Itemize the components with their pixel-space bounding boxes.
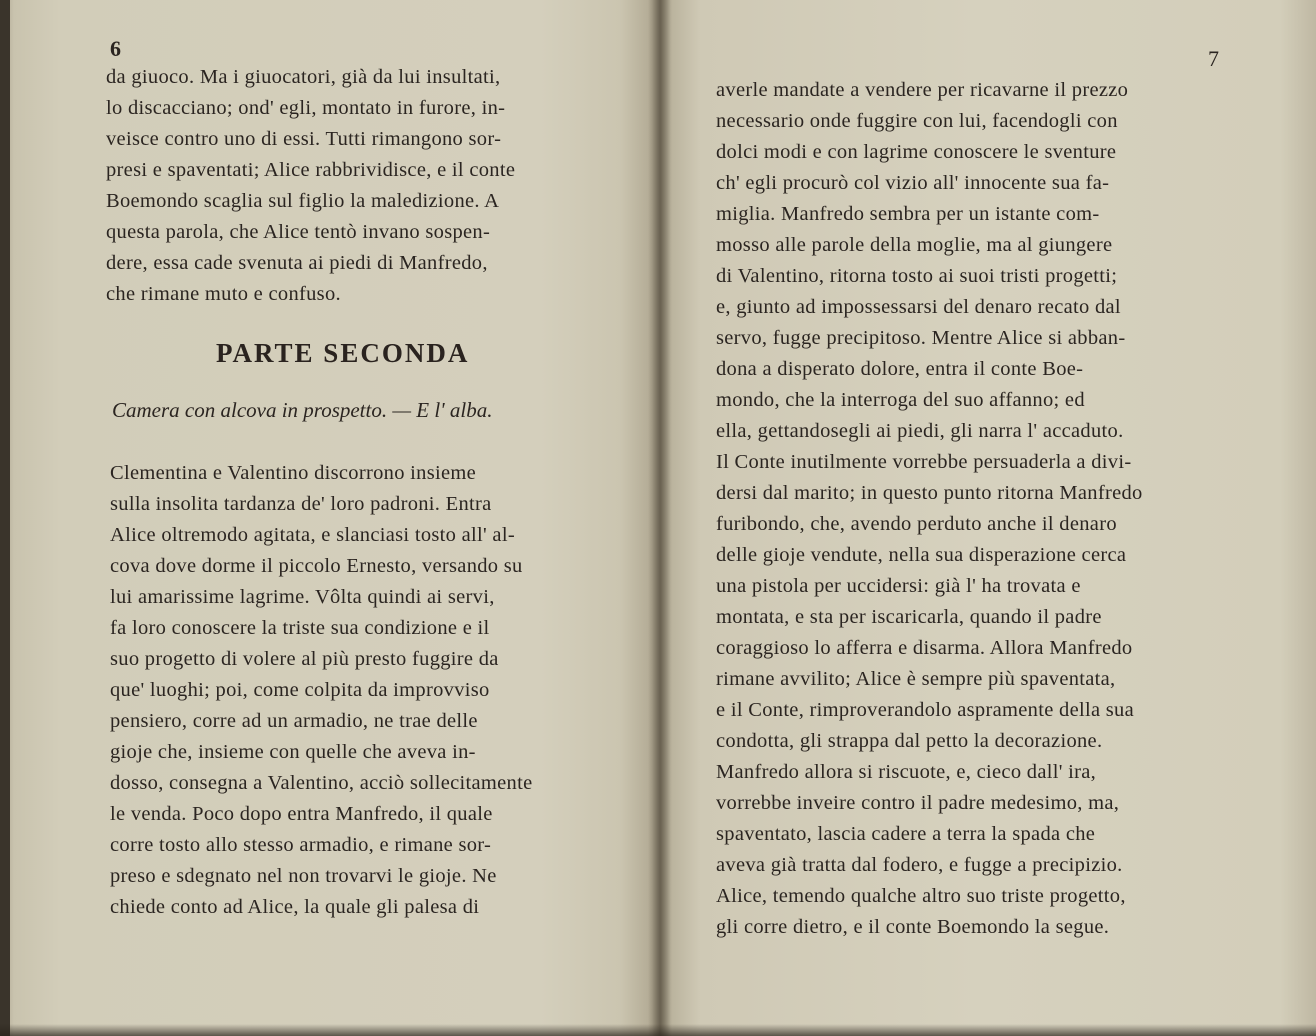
text-line: corre tosto allo stesso armadio, e rimane sor- xyxy=(110,834,492,856)
text-line: necessario onde fuggire con lui, facendogli con xyxy=(716,110,1118,132)
text-line: lui amarissime lagrime. Vôlta quindi ai servi, xyxy=(110,586,495,608)
page-number-right: 7 xyxy=(1208,46,1219,71)
text-line: suo progetto di volere al più presto fuggire da xyxy=(110,648,499,670)
text-line: dersi dal marito; in questo punto ritorna Manfredo xyxy=(716,482,1143,504)
text-line: aveva già tratta dal fodero, e fugge a precipizio. xyxy=(716,854,1123,876)
text-line: dona a disperato dolore, entra il conte Boe- xyxy=(716,358,1084,380)
text-line: e il Conte, rimproverandolo aspramente della sua xyxy=(716,699,1135,721)
text-line: Alice, temendo qualche altro suo triste progetto, xyxy=(716,885,1126,907)
text-line: cova dove dorme il piccolo Ernesto, versando su xyxy=(110,555,523,577)
text-line: miglia. Manfredo sembra per un istante com- xyxy=(716,203,1100,225)
text-line: gioje che, insieme con quelle che aveva in- xyxy=(110,741,476,763)
text-line: preso e sdegnato nel non trovarvi le gioje. Ne xyxy=(110,865,497,887)
text-line: una pistola per uccidersi: già l' ha trovata e xyxy=(716,575,1081,597)
right-page xyxy=(660,0,1316,1036)
text-line: Clementina e Valentino discorrono insieme xyxy=(110,462,477,484)
text-line: pensiero, corre ad un armadio, ne trae delle xyxy=(110,710,478,732)
text-line: lo discacciano; ond' egli, montato in furore, in- xyxy=(106,97,506,119)
text-line: e, giunto ad impossessarsi del denaro recato dal xyxy=(716,296,1121,318)
text-line: chiede conto ad Alice, la quale gli palesa di xyxy=(110,896,480,918)
text-line: montata, e sta per iscaricarla, quando il padre xyxy=(716,606,1102,628)
text-line: le venda. Poco dopo entra Manfredo, il quale xyxy=(110,803,493,825)
text-line: veisce contro uno di essi. Tutti rimangono sor- xyxy=(106,128,502,150)
left-page-text-bottom xyxy=(110,458,610,923)
text-line: che rimane muto e confuso. xyxy=(106,283,341,305)
text-line: Alice oltremodo agitata, e slanciasi tosto all' al- xyxy=(110,524,515,546)
text-line: Il Conte inutilmente vorrebbe persuaderla a divi- xyxy=(716,451,1132,473)
page-number-left: 6 xyxy=(110,36,121,61)
text-line: presi e spaventati; Alice rabbrividisce, e il conte xyxy=(106,159,516,181)
text-line: ella, gettandosegli ai piedi, gli narra l' accaduto. xyxy=(716,420,1124,442)
text-line: mondo, che la interroga del suo affanno; ed xyxy=(716,389,1085,411)
text-line: servo, fugge precipitoso. Mentre Alice si abban- xyxy=(716,327,1126,349)
text-line: mosso alle parole della moglie, ma al giungere xyxy=(716,234,1113,256)
section-heading: PARTE SECONDA xyxy=(216,338,470,368)
scene-description: Camera con alcova in prospetto. — E l' alba. xyxy=(112,398,493,422)
text-line: spaventato, lascia cadere a terra la spada che xyxy=(716,823,1096,845)
text-line: questa parola, che Alice tentò invano sospen- xyxy=(106,221,491,243)
text-line: dosso, consegna a Valentino, acciò sollecitamente xyxy=(110,772,533,794)
text-line: ch' egli procurò col vizio all' innocente sua fa- xyxy=(716,172,1110,194)
text-line: dere, essa cade svenuta ai piedi di Manfredo, xyxy=(106,252,488,274)
text-line: sulla insolita tardanza de' loro padroni. Entra xyxy=(110,493,492,515)
text-line: averle mandate a vendere per ricavarne il prezzo xyxy=(716,79,1129,101)
text-line: rimane avvilito; Alice è sempre più spaventata, xyxy=(716,668,1116,690)
text-line: condotta, gli strappa dal petto la decorazione. xyxy=(716,730,1103,752)
text-line: furibondo, che, avendo perduto anche il denaro xyxy=(716,513,1117,535)
book-binding-edge xyxy=(0,0,10,1036)
text-line: dolci modi e con lagrime conoscere le sventure xyxy=(716,141,1117,163)
text-line: Boemondo scaglia sul figlio la maledizione. A xyxy=(106,190,500,212)
text-line: gli corre dietro, e il conte Boemondo la segue. xyxy=(716,916,1110,938)
text-line: que' luoghi; poi, come colpita da improvviso xyxy=(110,679,490,701)
text-line: fa loro conoscere la triste sua condizione e il xyxy=(110,617,490,639)
text-line: da giuoco. Ma i giuocatori, già da lui insultati, xyxy=(106,66,501,88)
text-line: vorrebbe inveire contro il padre medesimo, ma, xyxy=(716,792,1120,814)
page-bottom-edge xyxy=(0,1024,1316,1036)
text-line: coraggioso lo afferra e disarma. Allora Manfredo xyxy=(716,637,1133,659)
right-page-text xyxy=(716,75,1216,943)
text-line: di Valentino, ritorna tosto ai suoi tristi progetti; xyxy=(716,265,1118,287)
text-line: Manfredo allora si riscuote, e, cieco dall' ira, xyxy=(716,761,1097,783)
text-line: delle gioje vendute, nella sua disperazione cerca xyxy=(716,544,1127,566)
left-page-text-top xyxy=(106,62,606,310)
